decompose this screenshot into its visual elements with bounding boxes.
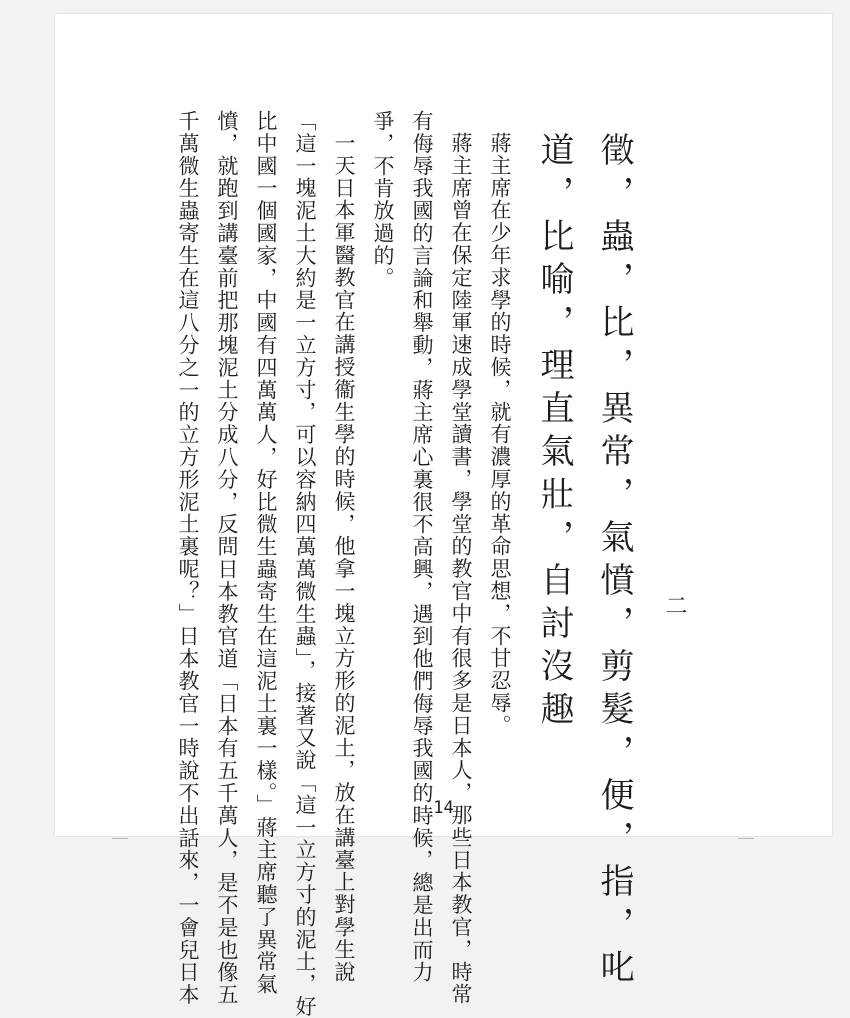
vocabulary-line: 道，比喻，理直氣壯，自討沒趣 — [534, 132, 574, 734]
body-line: 爭，不肯放過的。 — [371, 110, 395, 290]
body-line: 蔣主席在少年求學的時候，就有濃厚的革命思想，不甘忍辱。 — [488, 132, 512, 737]
vocabulary-line: 徵，蟲，比，異常，氣憤，剪髮，便，指，叱 — [594, 132, 634, 992]
document-page — [55, 14, 832, 1018]
crop-mark — [738, 838, 754, 839]
body-line: 有侮辱我國的言論和舉動，蔣主席心裏很不高興，遇到他們侮辱我國的時候，總是出而力 — [410, 110, 434, 984]
body-line: 千萬微生蟲寄生在這八分之一的立方形泥土裏呢？」日本教官一時說不出話來，一會兒日本 — [176, 110, 200, 1006]
body-line: 蔣主席曾在保定陸軍速成學堂讀書，學堂的教官中有很多是日本人，那些日本教官，時常 — [449, 132, 473, 1006]
body-line: 一天日本軍醫教官在講授衞生學的時候，他拿一塊立方形的泥土，放在講臺上對學生說 — [332, 132, 356, 984]
section-number: 二 — [662, 594, 687, 616]
crop-mark — [112, 838, 128, 839]
body-line: 憤，就跑到講臺前把那塊泥土分成八分，反問日本教官道「日本有五千萬人，是不是也像五 — [215, 110, 239, 1006]
page-number: 14 — [433, 798, 454, 818]
body-line: 比中國一個國家，中國有四萬萬人，好比微生蟲寄生在這泥土裏一樣。」蔣主席聽了異常氣 — [254, 110, 278, 996]
body-line: 「這一塊泥土大約是一立方寸，可以容納四萬萬微生蟲」，接著又說「這一立方寸的泥土，好 — [293, 110, 317, 1018]
